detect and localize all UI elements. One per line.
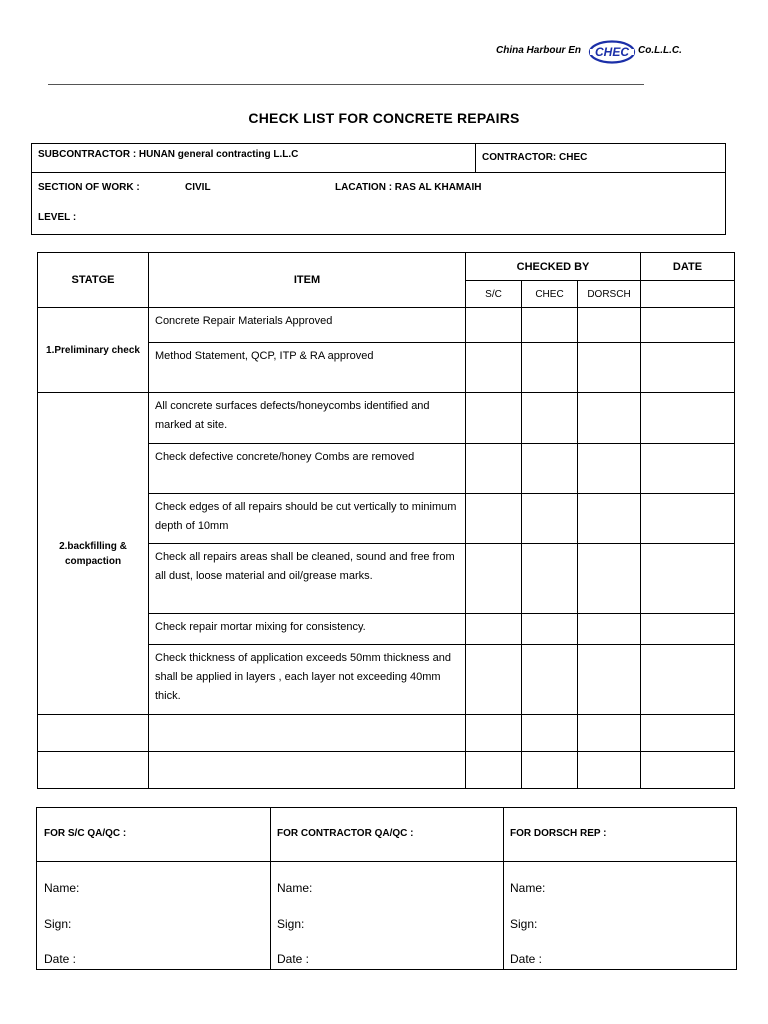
chec-check-cell[interactable] [522,308,578,343]
sc-check-cell[interactable] [466,393,522,444]
company-header [470,42,720,64]
sc-name-field[interactable]: Name: [44,881,80,895]
blank-stage-cell[interactable] [38,715,149,752]
section-of-work-value: CIVIL [185,182,211,193]
dorsch-rep-title: FOR DORSCH REP : [510,828,607,839]
company-name-right: Co.L.L.C. [638,45,682,56]
chec-check-cell[interactable] [522,444,578,494]
info-divider [475,144,476,173]
signoff-col-divider [503,808,504,969]
dorsch-check-cell[interactable] [578,308,641,343]
date-subheader [641,281,735,308]
subcontractor-field: SUBCONTRACTOR : HUNAN general contracting L.L.C [38,149,299,160]
chec-logo [588,40,636,64]
contractor-field: CONTRACTOR: CHEC [482,152,588,163]
sc-check-cell[interactable] [466,645,522,715]
table-row [38,308,735,343]
sc-check-cell[interactable] [466,752,522,789]
sc-check-cell[interactable] [466,494,522,544]
sc-check-cell[interactable] [466,715,522,752]
chec-check-cell[interactable] [522,494,578,544]
dorsch-check-cell[interactable] [578,752,641,789]
checklist-item: Method Statement, QCP, ITP & RA approved [149,343,466,393]
date-cell[interactable] [641,393,735,444]
item-header: ITEM [149,253,466,308]
checklist-item: Check all repairs areas shall be cleaned, sound and free from all dust, loose material and oil/grease marks. [149,544,466,614]
checklist-item: Check edges of all repairs should be cut vertically to minimum depth of 10mm [149,494,466,544]
blank-item-cell[interactable] [149,715,466,752]
sc-check-cell[interactable] [466,544,522,614]
checklist-item: Check thickness of application exceeds 50mm thickness and shall be applied in layers , each layer not exceeding 40mm thick. [149,645,466,715]
chec-check-cell[interactable] [522,544,578,614]
sc-check-cell[interactable] [466,343,522,393]
sc-check-cell[interactable] [466,308,522,343]
sc-date-field[interactable]: Date : [44,952,77,966]
chec-check-cell[interactable] [522,343,578,393]
dorsch-check-cell[interactable] [578,494,641,544]
dorsch-check-cell[interactable] [578,444,641,494]
blank-row [38,715,735,752]
stage-preliminary-check: 1.Preliminary check [38,308,149,393]
checklist-item: All concrete surfaces defects/honeycombs identified and marked at site. [149,393,466,444]
header-divider [48,84,644,85]
dorsch-check-cell[interactable] [578,544,641,614]
signoff-box [36,807,737,970]
chec-check-cell[interactable] [522,752,578,789]
signoff-divider [37,861,736,862]
blank-row [38,752,735,789]
company-name-left: China Harbour En [496,45,582,56]
location-field: LACATION : RAS AL KHAMAIH [335,182,482,193]
date-cell[interactable] [641,308,735,343]
contractor-date-field[interactable]: Date : [277,952,310,966]
logo-text: CHEC [594,45,630,59]
sc-sign-field[interactable]: Sign: [44,917,72,931]
checked-by-header: CHECKED BY [466,253,641,281]
chec-check-cell[interactable] [522,393,578,444]
document-title: CHECK LIST FOR CONCRETE REPAIRS [248,110,520,126]
blank-stage-cell[interactable] [38,752,149,789]
date-cell[interactable] [641,444,735,494]
chec-check-cell[interactable] [522,645,578,715]
checklist-item: Check repair mortar mixing for consistency. [149,614,466,645]
table-row [38,393,735,444]
sc-header: S/C [466,281,522,308]
signoff-col-divider [270,808,271,969]
date-header: DATE [641,253,735,281]
sc-check-cell[interactable] [466,444,522,494]
dorsch-name-field[interactable]: Name: [510,881,546,895]
chec-header: CHEC [522,281,578,308]
chec-check-cell[interactable] [522,715,578,752]
project-info-box [31,143,726,235]
checklist-item: Concrete Repair Materials Approved [149,308,466,343]
dorsch-check-cell[interactable] [578,715,641,752]
dorsch-check-cell[interactable] [578,393,641,444]
stage-header: STATGE [38,253,149,308]
date-cell[interactable] [641,614,735,645]
contractor-sign-field[interactable]: Sign: [277,917,305,931]
date-cell[interactable] [641,645,735,715]
contractor-name-field[interactable]: Name: [277,881,313,895]
blank-item-cell[interactable] [149,752,466,789]
checklist-item: Check defective concrete/honey Combs are removed [149,444,466,494]
date-cell[interactable] [641,752,735,789]
dorsch-sign-field[interactable]: Sign: [510,917,538,931]
sc-check-cell[interactable] [466,614,522,645]
date-cell[interactable] [641,343,735,393]
dorsch-date-field[interactable]: Date : [510,952,543,966]
stage-backfilling-compaction: 2.backfilling & compaction [38,393,149,715]
checklist-table [37,252,735,789]
chec-check-cell[interactable] [522,614,578,645]
date-cell[interactable] [641,494,735,544]
date-cell[interactable] [641,715,735,752]
dorsch-check-cell[interactable] [578,614,641,645]
dorsch-header: DORSCH [578,281,641,308]
date-cell[interactable] [641,544,735,614]
dorsch-check-cell[interactable] [578,343,641,393]
section-of-work-label: SECTION OF WORK : [38,182,140,193]
dorsch-check-cell[interactable] [578,645,641,715]
level-field: LEVEL : [38,212,77,223]
sc-qaqc-title: FOR S/C QA/QC : [44,828,127,839]
contractor-qaqc-title: FOR CONTRACTOR QA/QC : [277,828,414,839]
